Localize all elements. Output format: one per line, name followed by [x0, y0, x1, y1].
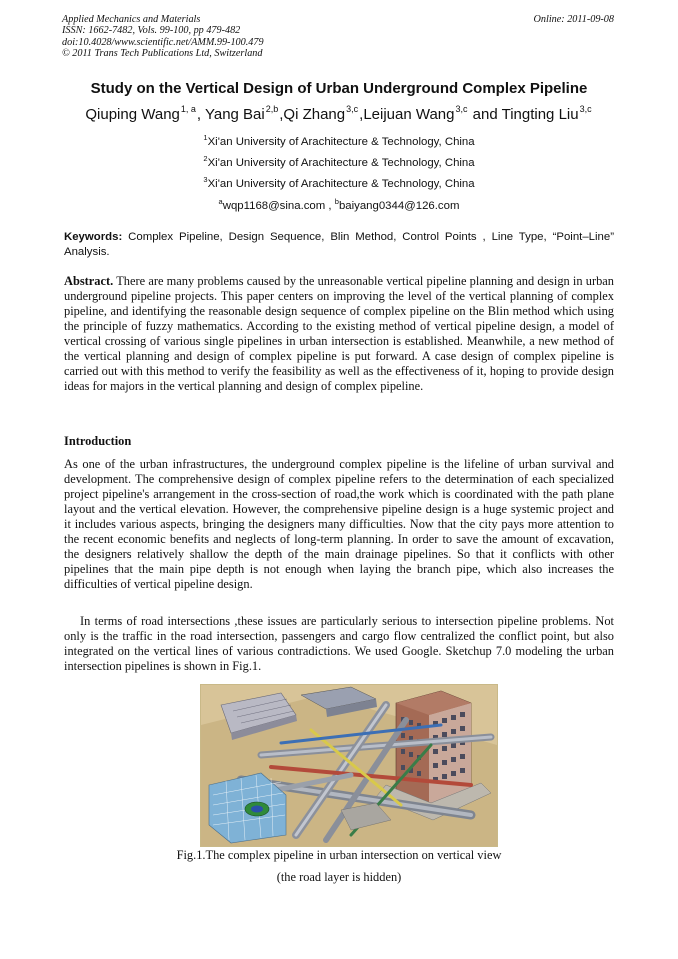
figure-caption-note: (the road layer is hidden) [276, 870, 402, 884]
author-sep: , [279, 106, 284, 123]
keywords-label: Keywords: [64, 231, 123, 243]
author-name: Qi Zhang [283, 106, 346, 123]
journal-header [62, 14, 264, 60]
author-sup: 3,c [455, 104, 468, 114]
author-list [0, 104, 678, 123]
figure-1-image [200, 684, 498, 847]
author-sup: 3,c [579, 104, 592, 114]
email-a: wqp1168@sina.com , [222, 200, 332, 212]
intro-paragraph-2: In terms of road intersections ,these issues are particularly serious to intersection pipeline problems. Not only is the traffic in the road intersection, passengers and cargo flow centralized the conflict point, but also integrated on the vertical lines of various contradictions. We used Google. Sketchup 7.0 modeling the urban intersection pipelines is shown in Fig.1. [64, 614, 614, 673]
figure-caption: Fig.1.The complex pipeline in urban intersection on vertical view [176, 848, 502, 862]
affiliation-text: Xi'an University of Arachitecture & Technology, China [207, 157, 475, 169]
abstract-label: Abstract. [64, 274, 114, 288]
paper-title: Study on the Vertical Design of Urban Underground Complex Pipeline [90, 80, 588, 97]
pipeline-model-illustration [201, 685, 497, 846]
online-date: Online: 2011-09-08 [533, 14, 614, 25]
email-sup: a [218, 197, 223, 206]
author-sup: 1, a [180, 104, 196, 114]
author-name: Leijuan Wang [363, 106, 455, 123]
affiliation-sup: 3 [203, 175, 208, 184]
author-sep: , [359, 106, 364, 123]
abstract [64, 274, 614, 394]
affiliation-sup: 1 [203, 133, 208, 142]
intro-paragraph-1: As one of the urban infrastructures, the underground complex pipeline is the lifeline of urban survival and development. The comprehensive design of complex pipeline refers to the determination of each specialized project pipeline's arrangement in the cross-section of road,the work which is coordinated with the path plane layout and the vertical elevation. However, the comprehensive pipeline design is a huge systemic project and it includes various aspects, bringing the designers many difficulties. Now that the city pays more attention to the recent economic benefits and neglects of long-term planning. In order to save the amount of excavation, the designers relatively shallow the depth of the main drainage pipelines. So that it conflicts with other pipelines that the main pipe depth is not enough when laying the branch pipe, which also increases the difficulties of vertical pipeline design. [64, 457, 614, 591]
author-sep: and [468, 106, 502, 123]
author-sup: 3,c [346, 104, 359, 114]
author-name: Tingting Liu [501, 106, 579, 123]
email-sup: b [334, 197, 339, 206]
section-heading-introduction: Introduction [64, 434, 132, 448]
doi-line: doi:10.4028/www.scientific.net/AMM.99-100.479 [62, 36, 264, 48]
journal-name: Applied Mechanics and Materials [62, 14, 201, 25]
copyright-line: © 2011 Trans Tech Publications Ltd, Switzerland [62, 48, 263, 60]
email-b: baiyang0344@126.com [338, 200, 460, 212]
affiliation-2 [0, 154, 678, 169]
author-name: Yang Bai [204, 106, 265, 123]
affiliation-3 [0, 175, 678, 190]
affiliation-text: Xi'an University of Arachitecture & Technology, China [207, 136, 475, 148]
affiliation-1 [0, 133, 678, 148]
author-sup: 2,b [265, 104, 279, 114]
author-name: Qiuping Wang [85, 106, 180, 123]
keywords-text: Complex Pipeline, Design Sequence, Blin Method, Control Points , Line Type, “Point–Line” Analysis. [64, 231, 614, 258]
abstract-text: There are many problems caused by the unreasonable vertical pipeline planning and design in urban underground pipeline projects. This paper centers on improving the level of the vertical planning of complex pipeline, and identifying the reasonable design sequence of complex pipeline on the Blin method which using the principle of fuzzy mathematics. According to the existing method of vertical pipeline design, a model of vertical crossing of various single pipelines in urban intersection is established. Meanwhile, a new method of the vertical planning and design of complex pipeline is put forward. A case design of complex pipeline is carried out with this method to verify the feasibility as well as the effectiveness of it, hoping to provide design ideas for majors in the vertical planning and design of complex pipeline. [64, 274, 614, 393]
email-line [0, 197, 678, 212]
author-sep: , [196, 106, 205, 123]
affiliation-text: Xi'an University of Arachitecture & Technology, China [207, 178, 475, 190]
keywords [64, 230, 614, 260]
issn-line: ISSN: 1662-7482, Vols. 99-100, pp 479-482 [62, 25, 241, 37]
affiliation-sup: 2 [203, 154, 208, 163]
